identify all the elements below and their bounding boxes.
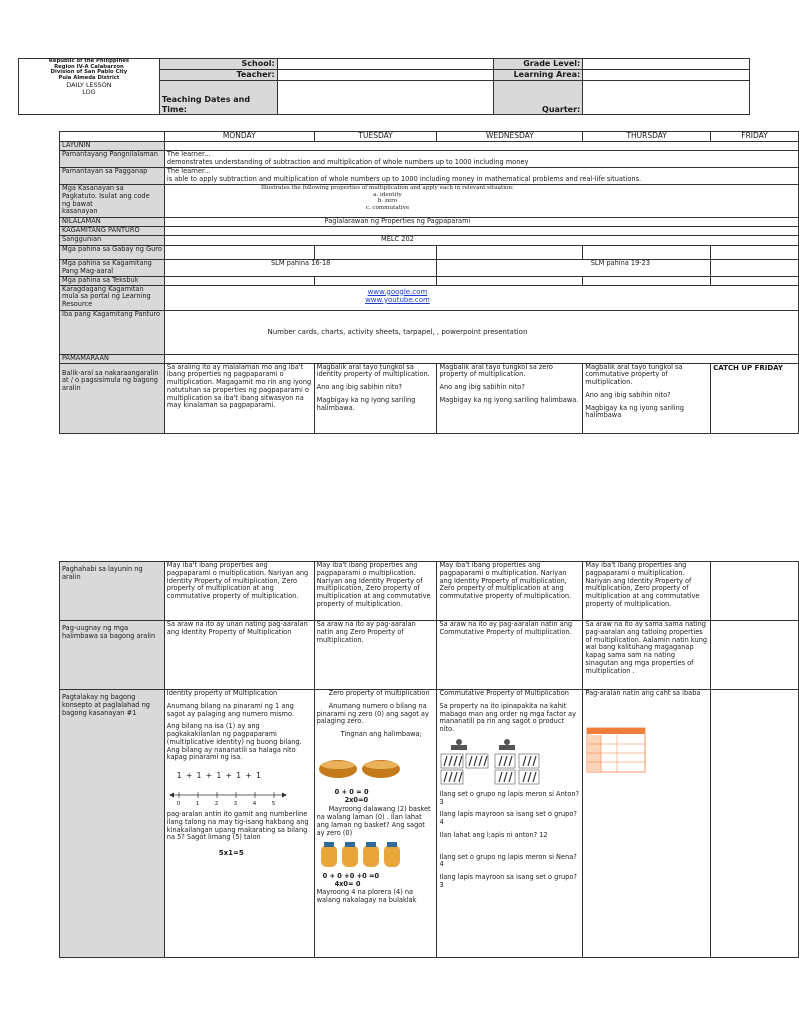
google-link[interactable]: www.google.com bbox=[367, 287, 428, 296]
teksbuk-thu bbox=[583, 276, 711, 285]
gabay-thu bbox=[583, 246, 711, 260]
text-line: Pagkatuto. Isulat ang code bbox=[62, 191, 150, 200]
balik-wed bbox=[437, 363, 583, 433]
balik-tue bbox=[314, 363, 437, 433]
header-table bbox=[18, 58, 750, 115]
school-label: School: bbox=[159, 59, 277, 70]
numberline-figure bbox=[169, 787, 289, 811]
day-thursday: THURSDAY bbox=[583, 132, 711, 142]
text-line: Ano ang ibig sabihin nito? bbox=[439, 383, 525, 392]
basket-images bbox=[317, 757, 407, 785]
grade-label: Grade Level: bbox=[494, 59, 583, 70]
slm-page-2: SLM pahina 19-23 bbox=[437, 260, 711, 277]
lesson-table-page2 bbox=[59, 561, 799, 958]
sanggunian-label: Sanggunian bbox=[60, 236, 165, 246]
catch-up-friday: CATCH UP FRIDAY bbox=[711, 363, 799, 433]
lesson-table-page1 bbox=[59, 131, 799, 434]
institution-line: Republic of the Philippines bbox=[48, 58, 129, 64]
pencil-groups-figure bbox=[439, 738, 557, 786]
text-line bbox=[289, 793, 317, 801]
karagdagang-label: Karagdagang Kagamitan mula sa portal ng Learning Resource bbox=[60, 285, 165, 310]
vase-icon bbox=[321, 842, 337, 867]
tick-label: 5 bbox=[271, 800, 276, 807]
institution-line: Pula Almeda District bbox=[58, 75, 120, 82]
slm-page-1: SLM pahina 16-18 bbox=[164, 260, 437, 277]
pagtalakay-tue bbox=[314, 690, 437, 958]
text-line: Ilang lapis mayroon sa isang set o grupo? 4 bbox=[439, 810, 577, 827]
text-line: Ilang set o grupo ng lapis meron si Anton? 3 bbox=[439, 789, 580, 806]
quarter-field[interactable] bbox=[583, 81, 750, 115]
balik-thu bbox=[583, 363, 711, 433]
pagtalakay-thu bbox=[583, 690, 711, 958]
text-line: Mayroong dalawang (2) basket na walang laman (0) . Ilan lahat ang laman ng basket? Ang sagot ay zero (0) bbox=[316, 805, 431, 837]
dates-field[interactable] bbox=[277, 81, 494, 115]
text-line: Mga Kasanayan sa bbox=[62, 184, 124, 192]
kagamitan-blank bbox=[164, 227, 798, 236]
paggap-label: Pamantayan sa Pagganap bbox=[60, 168, 165, 185]
text-line: Ilan lahat ang l;apis ni anton? 12 bbox=[439, 830, 548, 839]
pencil-group-icon bbox=[495, 754, 539, 784]
pamamaraan-blank bbox=[164, 354, 798, 363]
text-line: demonstrates understanding of subtraction and multiplication of whole numbers up to 1000 including money bbox=[166, 157, 529, 166]
pagtalakay-wed bbox=[437, 690, 583, 958]
basket-rim bbox=[364, 761, 398, 769]
text-line: is able to apply subtraction and multiplication of whole numbers up to 1000 including money in mathematical problems and real-life situations. bbox=[166, 174, 642, 183]
balik-mon: Sa araling ito ay malalaman mo ang iba't ibang properties ng pagpaparami o multiplication. Magagamit mo rin ang iyong natutuhan sa properties ng pagpaparami o multiplication sa iba't ibang sitwasyon na may kinalaman sa pagpaparami. bbox=[164, 363, 314, 433]
text-line: Magbigay ka ng iyong sariling halimbawa. bbox=[316, 395, 416, 412]
text-line: b. zero bbox=[377, 198, 398, 205]
text-line: Magbigay ka ng iyong sariling halimbawa. bbox=[439, 395, 579, 404]
links-cell bbox=[164, 285, 798, 310]
doc-title: LOG bbox=[82, 87, 96, 96]
paguugnay-mon: Sa araw na ito ay unan nating pag-aaralan ang Identity Property of Multiplication bbox=[164, 621, 314, 690]
text-line: Illustrates the following properties of multiplication and apply each in relevant situation: bbox=[260, 185, 514, 191]
paghahabi-wed: May iba't ibang properties ang pagpaparami o multiplication. Nariyan ang Identity Property of multiplication, Zero property of multiplication at ang commutative property of multiplication. bbox=[437, 562, 583, 621]
iba-text: Number cards, charts, activity sheets, tarpapel, , powerpoint presentation bbox=[164, 310, 798, 354]
section-title: Commutative Property of Multiplication bbox=[439, 689, 569, 697]
pamantayang-label: Pamantayang Pangnilalaman bbox=[60, 151, 165, 168]
text-line: Magbalik aral tayo tungkol sa commutative property of multiplication. bbox=[585, 362, 683, 387]
kagamitan-label: KAGAMITANG PANTURO bbox=[60, 227, 165, 236]
answer: 5x1=5 bbox=[218, 849, 244, 858]
pagtalakay-mon bbox=[164, 690, 314, 958]
balik-label: Balik-aral sa nakaraangaralin at / o pagsisimula ng bagong aralin bbox=[60, 363, 165, 433]
person-icon bbox=[499, 739, 515, 750]
paghahabi-tue: May iba't ibang properties ang pagpaparami o multiplication. Nariyan ang Identity Property of multiplication, Zero property of multiplication at ang commutative property of multiplication. bbox=[314, 562, 437, 621]
teksbuk-wed bbox=[437, 276, 583, 285]
text-line: c. commutative bbox=[365, 204, 410, 211]
pagtalakay-fri bbox=[711, 690, 799, 958]
text-line: Magbalik aral tayo tungkol sa identity property of multiplication. bbox=[316, 362, 430, 379]
teksbuk-tue bbox=[314, 276, 437, 285]
equation: 2x0=0 bbox=[344, 795, 369, 804]
text-line: ng bawat bbox=[62, 199, 93, 208]
text-line: Ano ang ibig sabihin nito? bbox=[585, 390, 671, 399]
paghahabi-thu: May iba't ibang properties ang pagpaparami o multiplication. Nariyan ang Identity Property of multiplication, Zero property of multiplication at ang commutative property of multiplication. bbox=[583, 562, 711, 621]
area-field[interactable] bbox=[583, 70, 750, 81]
paghahabi-fri bbox=[711, 562, 799, 621]
tick-label: 4 bbox=[252, 800, 257, 807]
basket-rim bbox=[321, 761, 355, 769]
day-wednesday: WEDNESDAY bbox=[437, 132, 583, 142]
paguugnay-thu: Sa araw na ito ay sama sama nating pag-aaralan ang tatloing properties of multiplication. Aalamin natin kung wal bang kalituhang magaganap kapag sama sam na nating sinagutan ang mga properties of multiplication . bbox=[583, 621, 711, 690]
day-tuesday: TUESDAY bbox=[314, 132, 437, 142]
text-line: Ang bilang na isa (1) ay ang pagkakakilanlan ng pagpaparami (multiplicative identity) ng buong bilang. Ang bilang ay nananatili sa halaga nito kapag pinarami ng isa. bbox=[166, 722, 302, 762]
tick-label: 2 bbox=[214, 800, 219, 807]
gabay-wed bbox=[437, 246, 583, 260]
teacher-label: Teacher: bbox=[159, 70, 277, 81]
kagamitang-mag-label: Mga pahina sa Kagamitang Pang Mag-aaral bbox=[60, 260, 165, 277]
person-icon bbox=[451, 739, 467, 750]
text-line: Sa property na ito ipinapakita na kahit mabago man ang order ng mga factor ay mananatili pa rin ang sagot o product nito. bbox=[439, 701, 576, 734]
quarter-label: Quarter: bbox=[494, 81, 583, 115]
paguugnay-wed: Sa araw na ito ay pag-aaralan natin ang Commutative Property of multiplication. bbox=[437, 621, 583, 690]
text-line: Magbalik aral tayo tungkol sa zero property of multiplication. bbox=[439, 362, 553, 379]
text-line: kasanayan bbox=[62, 207, 98, 216]
teksbuk-fri bbox=[711, 276, 799, 285]
nilalaman-text: Paglalarawan ng Properties ng Pagpaparami bbox=[164, 218, 798, 227]
day-friday: FRIDAY bbox=[711, 132, 799, 142]
pagtalakay-label: Pagtalakay ng bagong konsepto at paglalahad ng bagong kasanayan #1 bbox=[60, 690, 165, 958]
paghahabi-mon: May iba't ibang properties ang pagpaparami o multiplication. Nariyan ang Identity Property of multiplication, Zero property of multiplication at ang commutative property of multiplication. bbox=[164, 562, 314, 621]
iba-label: Iba pang Kagamitang Panturo bbox=[60, 310, 165, 354]
school-field[interactable] bbox=[277, 59, 494, 70]
slm-fri bbox=[711, 260, 799, 277]
section-title: Zero property of multiplication bbox=[328, 689, 430, 697]
properties-chart-image bbox=[587, 728, 647, 774]
teksbuk-label: Mga pahina sa Teksbuk bbox=[60, 276, 165, 285]
text-line: Ano ang ibig sabihin nito? bbox=[316, 383, 403, 392]
area-label: Learning Area: bbox=[494, 70, 583, 81]
paghahabi-label: Paghahabi sa layunin ng aralin bbox=[60, 562, 165, 621]
institution-block bbox=[19, 59, 160, 115]
nilalaman-label: NILALAMAN bbox=[60, 218, 165, 227]
arrow-left-icon bbox=[169, 792, 174, 797]
text-line: a. identity bbox=[373, 191, 402, 198]
youtube-link[interactable]: www.youtube.com bbox=[365, 295, 430, 304]
equation: 0 + 0 = 0 bbox=[334, 787, 369, 796]
tick-label: 1 bbox=[195, 800, 200, 807]
teacher-field[interactable] bbox=[277, 70, 494, 81]
gabay-label: Mga pahina sa Gabay ng Guro bbox=[60, 246, 165, 260]
institution-line: Region IV-A Calabarzon bbox=[54, 63, 124, 70]
vase-images bbox=[317, 841, 407, 869]
gabay-tue bbox=[314, 246, 437, 260]
arrow-right-icon bbox=[282, 792, 287, 797]
text-line: Pag-aralan natin ang caht sa ibaba bbox=[585, 689, 701, 697]
day-monday: MONDAY bbox=[164, 132, 314, 142]
equation: 4x0= 0 bbox=[334, 880, 361, 889]
gabay-mon bbox=[164, 246, 314, 260]
text-line: Ilang lapis mayroon sa isang set o grupo? 3 bbox=[439, 873, 577, 889]
numberline-block bbox=[167, 787, 312, 825]
grade-field[interactable] bbox=[583, 59, 750, 70]
equation: 1 + 1 + 1 + 1 + 1 bbox=[176, 771, 262, 781]
layunin-blank bbox=[164, 142, 798, 151]
doc-title: DAILY LESSON bbox=[66, 80, 112, 89]
text-line: Tingnan ang halimbawa; bbox=[340, 730, 422, 739]
teksbuk-mon bbox=[164, 276, 314, 285]
kasanayan-label bbox=[60, 185, 165, 218]
dates-label: Teaching Dates and Time: bbox=[159, 81, 277, 115]
vase-icon bbox=[342, 842, 358, 867]
vase-icon bbox=[384, 842, 400, 867]
text-line: Ilang set o grupo ng lapis meron si Nena? 4 bbox=[439, 852, 577, 869]
section-layunin: LAYUNIN bbox=[60, 142, 165, 151]
text-line: pag-aralan antin ito gamit ang numberline ilang talong na may tig-isang hakbang ang kinakailangan upang makarating sa bilang na 5? Sagot limang (5) talon bbox=[166, 809, 309, 842]
text-line: Mayroong 4 na plorera (4) na walang nakalagay na bulaklak bbox=[316, 887, 417, 904]
days-corner bbox=[60, 132, 165, 142]
institution-line: Division of San Pablo City bbox=[50, 69, 128, 76]
pamantayang-text bbox=[164, 151, 798, 168]
tick-label: 0 bbox=[176, 800, 181, 807]
paguugnay-tue: Sa araw na ito ay pag-aaralan natin ang Zero Property of multiplication. bbox=[314, 621, 437, 690]
tick-label: 3 bbox=[233, 800, 238, 807]
vase-icon bbox=[363, 842, 379, 867]
paguugnay-label: Pag-uugnay ng mga halimbawa sa bagong aralin bbox=[60, 621, 165, 690]
text-line: Anumang bilang na pinarami ng 1 ang sagot ay palaging ang numero mismo. bbox=[166, 701, 294, 718]
pencil-group-icon bbox=[441, 754, 488, 784]
kasanayan-text bbox=[164, 185, 798, 218]
paguugnay-fri bbox=[711, 621, 799, 690]
section-title: Identity property of Multiplication bbox=[166, 689, 278, 697]
text-line: The learner... bbox=[166, 150, 211, 158]
text-line: Anumang numero o bilang na pinarami ng zero (0) ang sagot ay palaging zero. bbox=[316, 701, 429, 726]
text-line: Magbigay ka ng iyong sariling halimbawa bbox=[585, 403, 684, 420]
pamamaraan-label: PAMAMARAAN bbox=[60, 354, 165, 363]
paggap-text bbox=[164, 168, 798, 185]
text-line: The learner... bbox=[166, 167, 211, 175]
gabay-fri bbox=[711, 246, 799, 260]
equation: 0 + 0 +0 +0 =0 bbox=[322, 872, 380, 881]
sanggunian-text: MELC 202 bbox=[164, 236, 798, 246]
